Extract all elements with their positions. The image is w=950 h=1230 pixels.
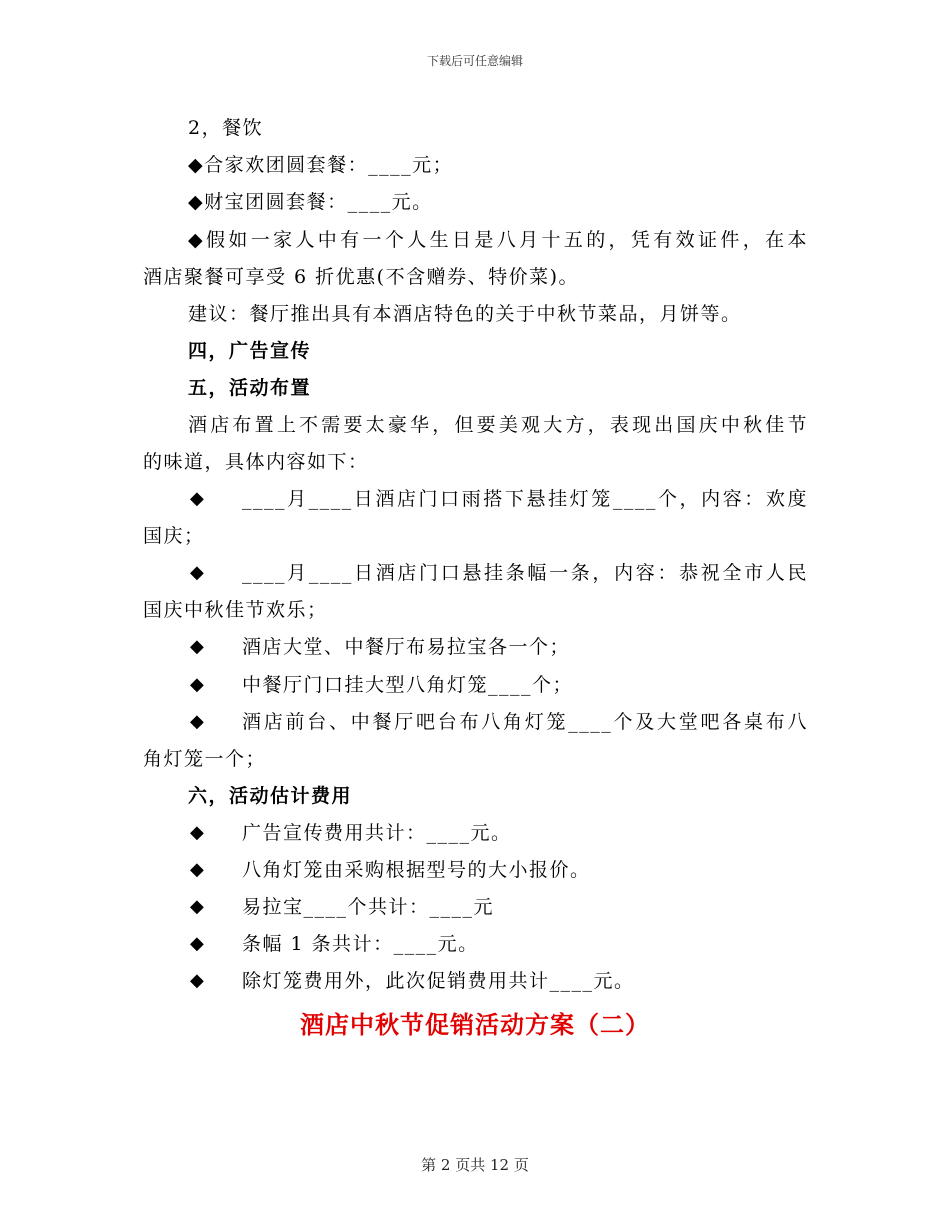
catering-item-treasure-set: ◆财宝团圆套餐：____元。 (188, 191, 433, 213)
section-cost-heading: 六，活动估计费用 (188, 785, 353, 807)
page-header: 下载后可任意编辑 (426, 54, 523, 68)
diamond-bullet-icon: ◆ (190, 970, 204, 991)
decoration-item-lanterns-line2: 国庆； (143, 525, 205, 547)
decoration-item-front-desk-line2: 角灯笼一个； (143, 748, 267, 770)
decoration-intro-line2: 的味道，具体内容如下： (143, 451, 369, 473)
catering-suggestion: 建议：餐厅推出具有本酒店特色的关于中秋节菜品，月饼等。 (188, 303, 742, 325)
diamond-bullet-icon: ◆ (190, 674, 204, 695)
cost-item-rollup: 易拉宝____个共计：____元 (242, 896, 495, 918)
diamond-bullet-icon: ◆ (190, 711, 204, 732)
page-footer: 第 2 页共 12 页 (421, 1156, 529, 1174)
cost-item-total: 除灯笼费用外，此次促销费用共计____元。 (242, 970, 635, 992)
catering-heading: 2，餐饮 (188, 117, 264, 139)
decoration-item-octagonal-lantern: 中餐厅门口挂大型八角灯笼____个； (242, 674, 574, 696)
decoration-item-rollup: 酒店大堂、中餐厅布易拉宝各一个； (242, 636, 571, 658)
cost-item-lanterns: 八角灯笼由采购根据型号的大小报价。 (242, 859, 591, 881)
decoration-item-front-desk-line1: 酒店前台、中餐厅吧台布八角灯笼____个及大堂吧各桌布八 (242, 711, 808, 733)
diamond-bullet-icon: ◆ (190, 896, 204, 917)
catering-item-family-set: ◆合家欢团圆套餐：____元； (188, 154, 454, 176)
diamond-bullet-icon: ◆ (190, 822, 204, 843)
cost-item-banner: 条幅 1 条共计：____元。 (242, 933, 479, 955)
cost-item-advertising: 广告宣传费用共计：____元。 (242, 822, 512, 844)
diamond-bullet-icon: ◆ (190, 562, 204, 583)
decoration-item-banner-line1: ____月____日酒店门口悬挂条幅一条，内容：恭祝全市人民 (242, 562, 808, 584)
catering-birthday-offer-line2: 酒店聚餐可享受 6 折优惠(不含赠券、特价菜)。 (143, 266, 579, 288)
section-decoration-heading: 五，活动布置 (188, 377, 312, 399)
decoration-item-lanterns-line1: ____月____日酒店门口雨搭下悬挂灯笼____个，内容：欢度 (242, 488, 808, 510)
catering-birthday-offer-line1: ◆假如一家人中有一个人生日是八月十五的，凭有效证件，在本 (188, 229, 808, 251)
decoration-item-banner-line2: 国庆中秋佳节欢乐； (143, 599, 328, 621)
diamond-bullet-icon: ◆ (190, 488, 204, 509)
diamond-bullet-icon: ◆ (190, 859, 204, 880)
diamond-bullet-icon: ◆ (190, 636, 204, 657)
diamond-bullet-icon: ◆ (190, 933, 204, 954)
section-advertising-heading: 四，广告宣传 (188, 340, 312, 362)
decoration-intro-line1: 酒店布置上不需要太豪华，但要美观大方，表现出国庆中秋佳节 (188, 414, 808, 436)
next-plan-title: 酒店中秋节促销活动方案（二） (300, 1010, 650, 1039)
